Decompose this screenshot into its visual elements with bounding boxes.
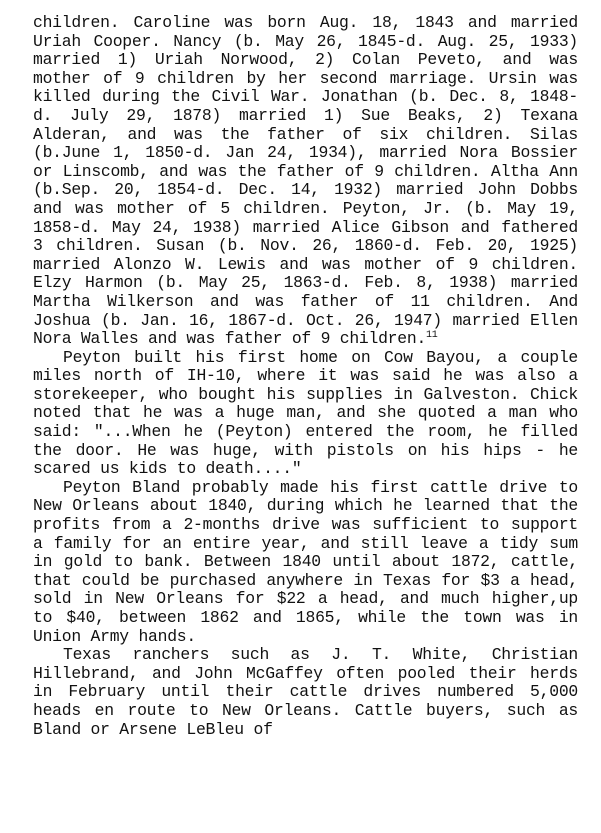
paragraph-text: Peyton built his first home on Cow Bayou, a couple miles north of IH-10, where it was said he was also a storekeeper, who bought his supplies in Galveston. Chick noted that he was a huge man, and she quoted a man who said: "...When he (Peyton) entered the room, he filled the door. He was huge, with pistols on his hips - he scared us kids to death...." <box>33 347 578 479</box>
paragraph-cattle-drive <box>33 479 578 646</box>
document-page <box>33 14 578 739</box>
footnote-marker: 11 <box>426 330 438 342</box>
paragraph-text: Texas ranchers such as J. T. White, Christian Hillebrand, and John McGaffey often pooled their herds in February until their cattle drives numbered 5,000 heads en route to New Orleans. Cattle buyers, such as Bland or Arsene LeBleu of <box>33 645 578 739</box>
paragraph-text: Peyton Bland probably made his first cattle drive to New Orleans about 1840, during which he learned that the profits from a 2-months drive was sufficient to support a family for an entire year, and still leave a tidy sum in gold to bank. Between 1840 until about 1872, cattle, that could be purchased anywhere in Texas for $3 a head, sold in New Orleans for $22 a head, and much higher,up to $40, between 1862 and 1865, while the town was in Union Army hands. <box>33 477 578 646</box>
paragraph-text: children. Caroline was born Aug. 18, 1843 and married Uriah Cooper. Nancy (b. May 26, 1845-d. Aug. 25, 1933) married 1) Uriah Norwood, 2) Colan Peveto, and was mother of 9 children by her second marriage. Ursin was killed during the Civil War. Jonathan (b. Dec. 8, 1848-d. July 29, 1878) married 1) Sue Beaks, 2) Texana Alderan, and was the father of six children. Silas (b.June 1, 1850-d. Jan 24, 1934), married Nora Bossier or Linscomb, and was the father of 9 children. Altha Ann (b.Sep. 20, 1854-d. Dec. 14, 1932) married John Dobbs and was mother of 5 children. Peyton, Jr. (b. May 19, 1858-d. May 24, 1938) married Alice Gibson and fathered 3 children. Susan (b. Nov. 26, 1860-d. Feb. 20, 1925) married Alonzo W. Lewis and was mother of 9 children. Elzy Harmon (b. May 25, 1863-d. Feb. 8, 1938) married Martha Wilkerson and was father of 11 children. And Joshua (b. Jan. 16, 1867-d. Oct. 26, 1947) married Ellen Nora Walles and was father of 9 children. <box>33 13 578 349</box>
paragraph-texas-ranchers <box>33 646 578 739</box>
paragraph-bland-children <box>33 14 578 349</box>
paragraph-first-home <box>33 349 578 479</box>
